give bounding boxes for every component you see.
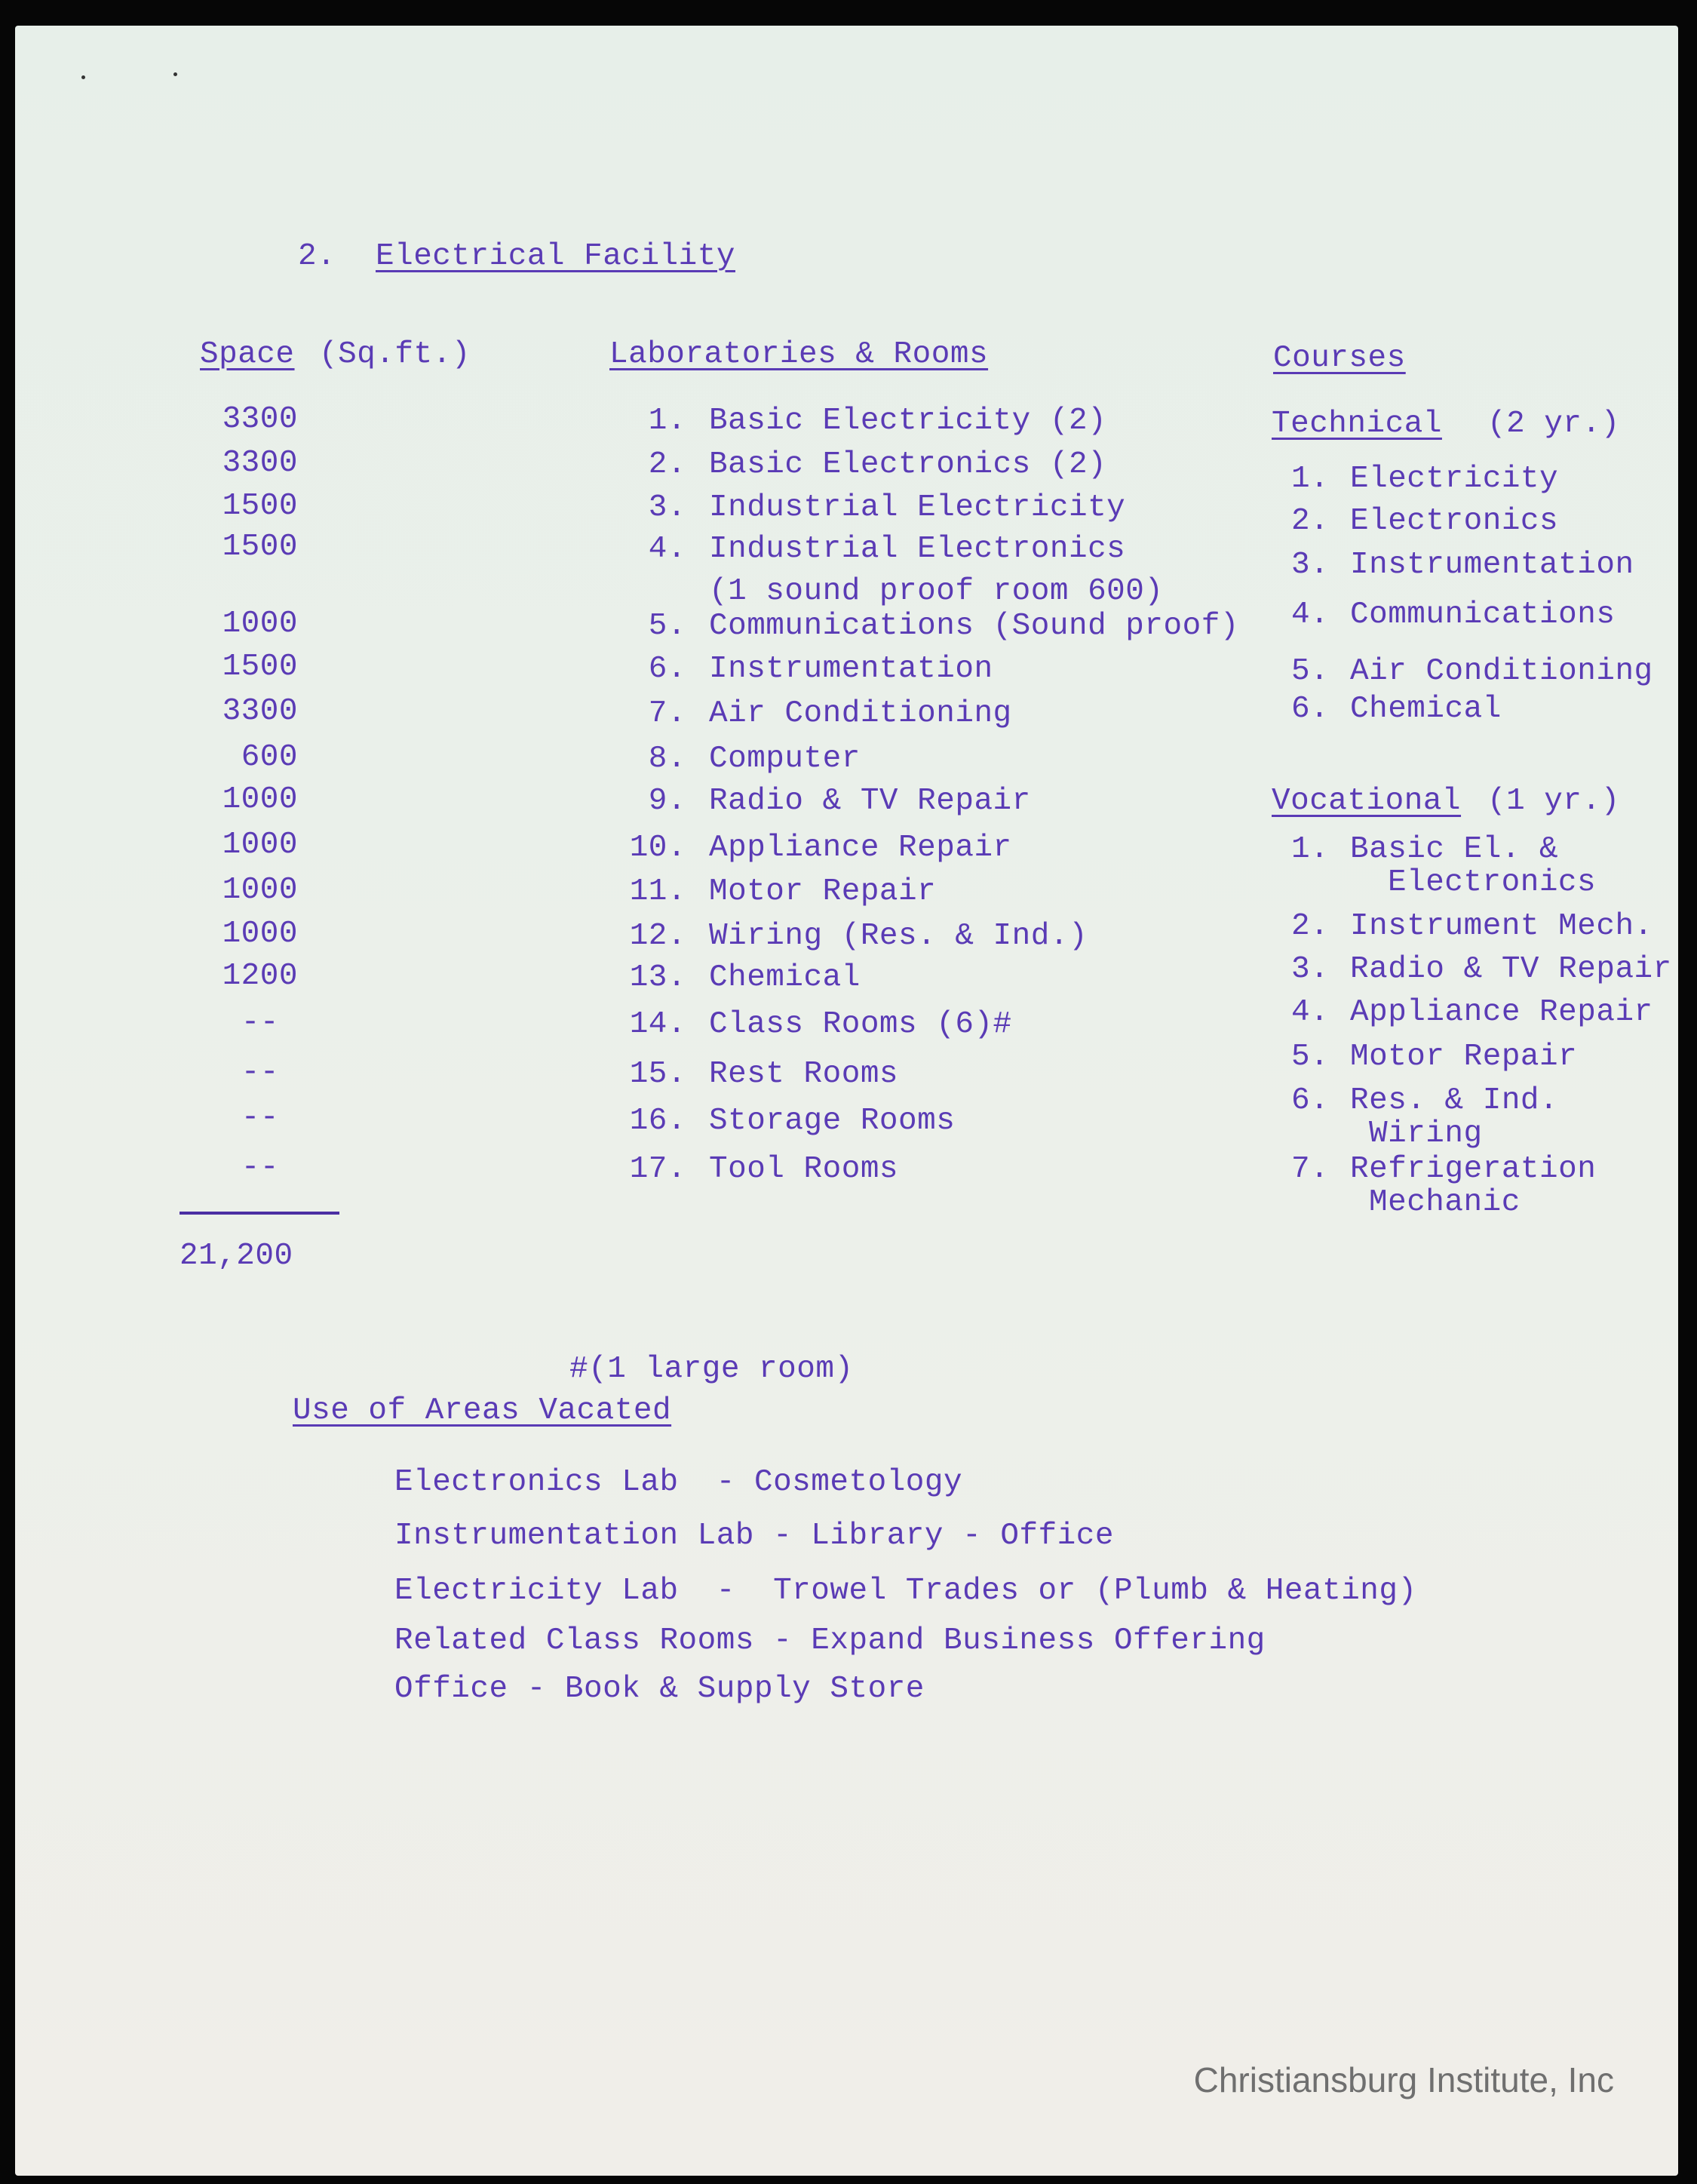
course-number: 3. (1291, 548, 1330, 582)
course-name: Instrument Mech. (1350, 909, 1653, 944)
course-name: Res. & Ind. (1350, 1083, 1559, 1118)
space-value: 1000 (222, 828, 298, 862)
course-number: 4. (1291, 597, 1330, 632)
room-number: 14. (629, 1007, 686, 1042)
speck-mark (173, 72, 177, 76)
space-value: 3300 (222, 694, 298, 729)
space-value: -- (241, 1055, 279, 1090)
total-rule (180, 1212, 339, 1215)
space-value: -- (241, 1006, 279, 1040)
room-number: 16. (629, 1104, 686, 1138)
rooms-column-header: Laboratories & Rooms (609, 337, 989, 372)
room-number: 8. (648, 742, 686, 776)
vacated-line: Electronics Lab - Cosmetology (394, 1465, 963, 1500)
course-number: 5. (1291, 1040, 1330, 1074)
room-name: Industrial Electricity (709, 490, 1126, 525)
technical-label: Technical (1272, 407, 1442, 441)
space-value: 3300 (222, 402, 298, 437)
room-name: Motor Repair (709, 874, 937, 909)
course-number: 4. (1291, 995, 1330, 1030)
course-name: Basic El. & (1350, 832, 1559, 867)
room-name: Wiring (Res. & Ind.) (709, 919, 1088, 954)
room-name: Radio & TV Repair (709, 784, 1031, 819)
vocational-duration: (1 yr.) (1487, 784, 1620, 819)
speck-mark (81, 75, 85, 79)
room-number: 4. (648, 532, 686, 567)
room-number: 7. (648, 696, 686, 731)
space-value: 1500 (222, 650, 298, 684)
room-number: 15. (629, 1057, 686, 1092)
course-number: 2. (1291, 909, 1330, 944)
room-number: 17. (629, 1152, 686, 1187)
course-name-continued: Mechanic (1369, 1185, 1521, 1220)
vacated-line: Electricity Lab - Trowel Trades or (Plumb & Heating) (394, 1574, 1417, 1608)
section-title: Electrical Facility (376, 239, 735, 274)
courses-column-header: Courses (1273, 341, 1406, 376)
course-number: 2. (1291, 504, 1330, 539)
technical-duration: (2 yr.) (1487, 407, 1620, 441)
footnote: #(1 large room) (569, 1352, 854, 1387)
room-note: (1 sound proof room 600) (709, 574, 1164, 609)
room-number: 9. (648, 784, 686, 819)
space-value: 1500 (222, 489, 298, 524)
course-name-continued: Electronics (1388, 865, 1597, 900)
room-name: Tool Rooms (709, 1152, 899, 1187)
course-number: 7. (1291, 1152, 1330, 1187)
space-value: 1000 (222, 917, 298, 951)
room-name: Basic Electricity (2) (709, 404, 1107, 438)
room-name: Basic Electronics (2) (709, 447, 1107, 482)
course-number: 1. (1291, 832, 1330, 867)
vacated-line: Instrumentation Lab - Library - Office (394, 1519, 1114, 1553)
space-total: 21,200 (180, 1239, 293, 1273)
course-name: Instrumentation (1350, 548, 1634, 582)
course-number: 3. (1291, 952, 1330, 987)
course-name: Electricity (1350, 462, 1559, 496)
room-name: Appliance Repair (709, 831, 1012, 865)
room-number: 11. (629, 874, 686, 909)
space-value: 600 (241, 740, 298, 775)
space-value: 1200 (222, 959, 298, 994)
course-number: 5. (1291, 654, 1330, 689)
vocational-label: Vocational (1272, 784, 1462, 819)
space-column-header: Space (200, 337, 295, 372)
watermark-text: Christiansburg Institute, Inc (1193, 2060, 1614, 2100)
course-number: 6. (1291, 692, 1330, 726)
course-name: Air Conditioning (1350, 654, 1653, 689)
room-number: 1. (648, 404, 686, 438)
space-value: -- (241, 1150, 279, 1185)
course-name-continued: Wiring (1369, 1117, 1483, 1151)
course-name: Communications (1350, 597, 1616, 632)
course-name: Chemical (1350, 692, 1502, 726)
room-number: 10. (629, 831, 686, 865)
vacated-line: Related Class Rooms - Expand Business Offering (394, 1623, 1266, 1658)
course-name: Radio & TV Repair (1350, 952, 1672, 987)
space-value: 1500 (222, 530, 298, 564)
room-number: 2. (648, 447, 686, 482)
vacated-title: Use of Areas Vacated (293, 1393, 672, 1428)
course-name: Electronics (1350, 504, 1559, 539)
space-value: 1000 (222, 607, 298, 641)
room-number: 6. (648, 652, 686, 687)
space-unit-label: (Sq.ft.) (319, 337, 471, 372)
room-name: Air Conditioning (709, 696, 1012, 731)
room-name: Storage Rooms (709, 1104, 956, 1138)
course-name: Motor Repair (1350, 1040, 1578, 1074)
room-name: Rest Rooms (709, 1057, 899, 1092)
space-value: -- (241, 1101, 279, 1135)
section-number: 2. (298, 239, 336, 274)
room-name: Instrumentation (709, 652, 993, 687)
room-number: 12. (629, 919, 686, 954)
room-name: Chemical (709, 960, 861, 995)
room-number: 5. (648, 609, 686, 644)
course-number: 6. (1291, 1083, 1330, 1118)
course-number: 1. (1291, 462, 1330, 496)
vacated-line: Office - Book & Supply Store (394, 1672, 925, 1706)
room-name: Class Rooms (6)# (709, 1007, 1012, 1042)
room-number: 3. (648, 490, 686, 525)
course-name: Refrigeration (1350, 1152, 1597, 1187)
room-name: Computer (709, 742, 861, 776)
room-number: 13. (629, 960, 686, 995)
room-name: Industrial Electronics (709, 532, 1126, 567)
course-name: Appliance Repair (1350, 995, 1653, 1030)
space-value: 1000 (222, 782, 298, 817)
room-name: Communications (Sound proof) (709, 609, 1239, 644)
space-value: 3300 (222, 446, 298, 481)
space-value: 1000 (222, 873, 298, 908)
